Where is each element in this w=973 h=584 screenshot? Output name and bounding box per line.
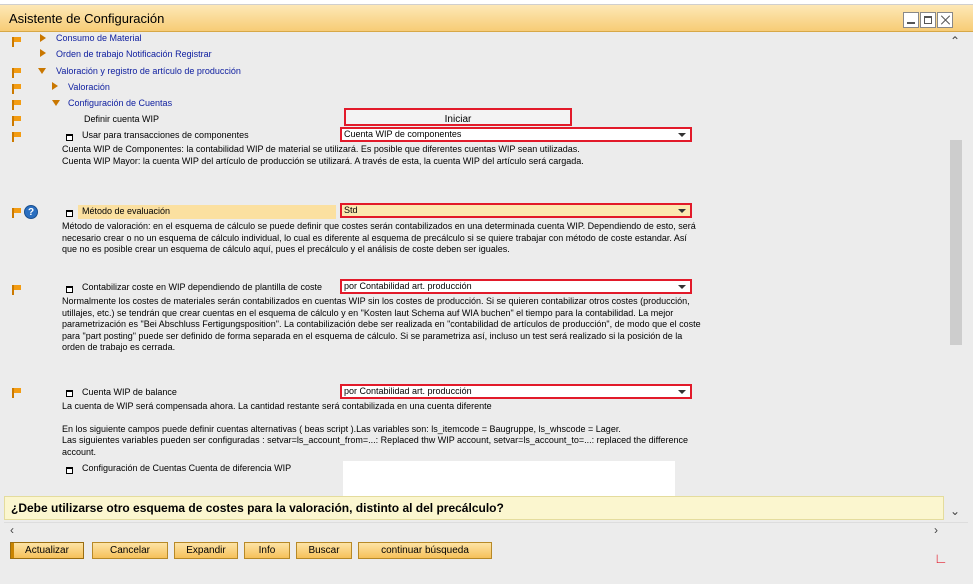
collapse-arrow-icon[interactable] bbox=[52, 100, 60, 106]
scroll-left-icon[interactable]: ‹ bbox=[10, 523, 14, 537]
flag-icon bbox=[12, 84, 21, 94]
expand-arrow-icon[interactable] bbox=[40, 34, 46, 42]
cancelar-button[interactable]: Cancelar bbox=[92, 542, 168, 559]
description-line: utillajes, etc.) se tendrán que crear cuentas en el esquema de cálculo y en "Kosten laut Schema auf WIA buchen" el tiempo para la contabilidad. La mejor bbox=[62, 307, 674, 318]
row-checkbox[interactable] bbox=[66, 467, 73, 474]
vertical-scrollbar[interactable] bbox=[944, 32, 968, 522]
dropdown-arrow-icon bbox=[678, 285, 686, 289]
collapse-arrow-icon[interactable] bbox=[38, 68, 46, 74]
contabilizar-label: Contabilizar coste en WIP dependiendo de plantilla de coste bbox=[82, 282, 322, 292]
metodo-label: Método de evaluación bbox=[78, 205, 336, 219]
metodo-value: Std bbox=[344, 205, 358, 215]
metodo-select[interactable] bbox=[340, 203, 692, 218]
balance-label: Cuenta WIP de balance bbox=[82, 387, 177, 397]
description-line: La cuenta de WIP será compensada ahora. La cantidad restante será contabilizada en una cuenta diferente bbox=[62, 401, 492, 411]
balance-select[interactable] bbox=[340, 384, 692, 399]
flag-icon bbox=[12, 116, 21, 126]
iniciar-button[interactable]: Iniciar bbox=[344, 108, 572, 126]
contabilizar-select[interactable] bbox=[340, 279, 692, 294]
scroll-right-icon[interactable]: › bbox=[934, 523, 938, 537]
expandir-button[interactable]: Expandir bbox=[174, 542, 238, 559]
flag-icon bbox=[12, 132, 21, 142]
resize-grip-icon[interactable]: ∟ bbox=[934, 550, 948, 566]
button-bar bbox=[4, 538, 968, 584]
help-icon[interactable]: ? bbox=[24, 205, 38, 219]
description-line: orden de trabajo es cerrada. bbox=[62, 342, 176, 352]
row-checkbox[interactable] bbox=[66, 134, 73, 141]
row-checkbox[interactable] bbox=[66, 286, 73, 293]
flag-icon bbox=[12, 208, 21, 218]
balance-description bbox=[62, 401, 752, 458]
flag-icon bbox=[12, 37, 21, 47]
dropdown-arrow-icon bbox=[678, 390, 686, 394]
metodo-description bbox=[62, 221, 752, 256]
flag-icon bbox=[12, 68, 21, 78]
description-line: Cuenta WIP Mayor: la cuenta WIP del artículo de producción se utilizará. A través de esta, la cuenta WIP del artículo será cargada. bbox=[62, 155, 584, 166]
flag-icon bbox=[12, 388, 21, 398]
question-banner: ¿Debe utilizarse otro esquema de costes para la valoración, distinto al del precálculo? bbox=[4, 496, 944, 520]
description-line: Las siguientes variables pueden ser configuradas : setvar=ls_account_from=...: Replaced thw WIP account, setvar=ls_account_to=...: replaced the difference bbox=[62, 435, 689, 445]
balance-value: por Contabilidad art. producción bbox=[344, 386, 472, 396]
expand-arrow-icon[interactable] bbox=[40, 49, 46, 57]
usar-transacciones-select[interactable] bbox=[340, 127, 692, 142]
row-checkbox[interactable] bbox=[66, 210, 73, 217]
description-line: Normalmente los costes de materiales serán contabilizados en cuentas WIP sin los costes de producción. Si se quieren contabilizar otros costes (producción, bbox=[62, 296, 690, 306]
flag-icon bbox=[12, 285, 21, 295]
horizontal-scrollbar[interactable] bbox=[4, 522, 968, 538]
minimize-icon[interactable] bbox=[903, 12, 919, 28]
usar-transacciones-label: Usar para transacciones de componentes bbox=[82, 130, 249, 140]
scroll-thumb[interactable] bbox=[950, 140, 962, 345]
definir-label: Definir cuenta WIP bbox=[84, 114, 160, 124]
expand-arrow-icon[interactable] bbox=[52, 82, 58, 90]
close-icon[interactable] bbox=[937, 12, 953, 28]
description-line: Cuenta WIP de Componentes: la contabilidad WIP de material se utilizará. Es posible que diferentes cuentas WIP sean utilizadas. bbox=[62, 144, 580, 154]
config-diferencia-label: Configuración de Cuentas Cuenta de diferencia WIP bbox=[82, 463, 292, 473]
wizard-content bbox=[4, 32, 944, 522]
usar-transacciones-description bbox=[62, 144, 742, 167]
tree-item-orden[interactable]: Orden de trabajo Notificación Registrar bbox=[56, 49, 212, 59]
usar-transacciones-value: Cuenta WIP de componentes bbox=[344, 129, 462, 139]
tree-item-config-cuentas[interactable]: Configuración de Cuentas bbox=[68, 98, 173, 108]
continuar-busqueda-button[interactable]: continuar búsqueda bbox=[358, 542, 492, 559]
maximize-icon[interactable] bbox=[920, 12, 936, 28]
flag-icon bbox=[12, 100, 21, 110]
description-line: parametrización es "Bei Abschluss Fertigungsposition". La contabilización debe ser realizada en "contabilidad de artículos de producción", de modo que el coste bbox=[62, 319, 701, 329]
description-line: En los siguiente campos puede definir cuentas alternativas ( beas script ).Las variables son: ls_itemcode = Baugruppe, ls_whscode = Lager. bbox=[62, 423, 621, 434]
tree-item-valoracion-registro[interactable]: Valoración y registro de artículo de producción bbox=[56, 66, 241, 76]
tree-item-valoracion[interactable]: Valoración bbox=[68, 82, 110, 92]
dropdown-arrow-icon bbox=[678, 209, 686, 213]
row-checkbox[interactable] bbox=[66, 390, 73, 397]
description-line: Método de valoración: en el esquema de cálculo se puede definir que costes serán contabilizados en una determinada cuenta WIP. Dependiendo de esto, será bbox=[62, 221, 696, 231]
title-bar[interactable] bbox=[0, 5, 973, 32]
description-line: account. bbox=[62, 446, 97, 457]
contabilizar-value: por Contabilidad art. producción bbox=[344, 281, 472, 291]
actualizar-button[interactable]: Actualizar bbox=[10, 542, 84, 559]
scroll-up-icon[interactable]: ⌃ bbox=[950, 34, 961, 48]
buscar-button[interactable]: Buscar bbox=[296, 542, 352, 559]
contabilizar-description bbox=[62, 296, 752, 354]
description-line: necesario crear o no un esquema de cálculo individual, lo cual es diferente al esquema de precálculo si se quiere trabajar con método de coste estandar. Así bbox=[62, 232, 687, 243]
description-line: para "part posting" puede ser definido de forma separada en el esquema de cálculo. Si se parametriza así, incluso un test será realizado si la posición de la bbox=[62, 330, 683, 341]
script-input[interactable] bbox=[343, 461, 675, 499]
info-button[interactable]: Info bbox=[244, 542, 290, 559]
tree-item-consumo[interactable]: Consumo de Material bbox=[56, 33, 142, 43]
window-title: Asistente de Configuración bbox=[9, 11, 165, 26]
dropdown-arrow-icon bbox=[678, 133, 686, 137]
scroll-down-icon[interactable]: ⌄ bbox=[950, 504, 961, 518]
description-line: que no es posible crear un esquema de cálculo aquí, pues el precálculo y el análisis de coste deben ser iguales. bbox=[62, 244, 510, 254]
